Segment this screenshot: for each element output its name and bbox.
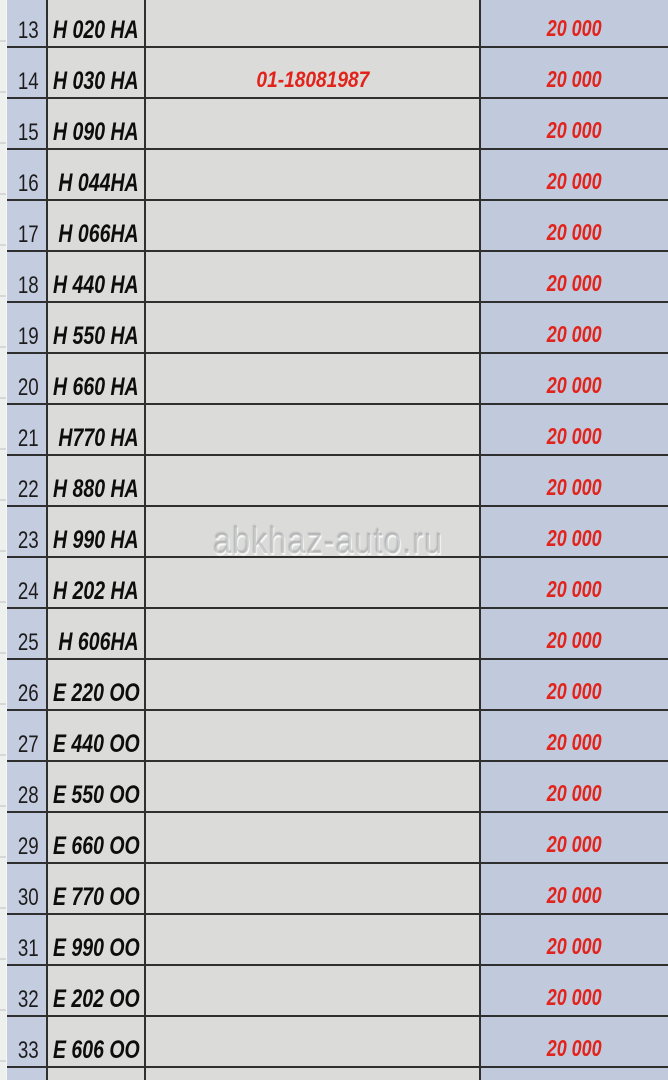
plate-number-cell[interactable]: [48, 1068, 146, 1080]
price-value: 20 000: [547, 780, 602, 806]
table-row: [7, 48, 668, 99]
row-number: 25: [18, 629, 39, 656]
table-row: [7, 150, 668, 201]
table-row: [7, 405, 668, 456]
note-cell[interactable]: [146, 660, 481, 709]
plate-number: H 202 HA: [53, 577, 139, 605]
table-row: [7, 609, 668, 660]
table-row: [7, 201, 668, 252]
table-row: [7, 711, 668, 762]
row-number: 20: [18, 374, 39, 401]
price-cell[interactable]: [481, 150, 668, 199]
row-number: 21: [18, 425, 39, 452]
row-number-cell[interactable]: [7, 507, 48, 556]
row-number: 30: [18, 884, 39, 911]
note-cell[interactable]: [146, 966, 481, 1015]
price-value: 20 000: [547, 984, 602, 1010]
row-number-cell[interactable]: [7, 354, 48, 403]
row-number: 16: [18, 170, 39, 197]
price-cell[interactable]: [481, 48, 668, 97]
row-number-cell[interactable]: [7, 609, 48, 658]
price-value: 20 000: [547, 168, 602, 194]
row-number-cell[interactable]: [7, 711, 48, 760]
note-cell[interactable]: [146, 405, 481, 454]
price-cell[interactable]: [481, 354, 668, 403]
price-cell[interactable]: [481, 915, 668, 964]
price-cell[interactable]: [481, 813, 668, 862]
plate-number: E 990 OO: [53, 934, 140, 962]
table-row: [7, 660, 668, 711]
table-row: [7, 99, 668, 150]
price-value: 20 000: [547, 882, 602, 908]
row-number: 33: [18, 1037, 39, 1064]
plate-number-cell[interactable]: [48, 252, 146, 301]
price-value: 20 000: [547, 525, 602, 551]
table-row: [7, 1068, 668, 1080]
plate-number-cell[interactable]: [48, 558, 146, 607]
note-cell[interactable]: [146, 558, 481, 607]
price-cell[interactable]: [481, 0, 668, 46]
table-row: [7, 354, 668, 405]
row-number-cell[interactable]: [7, 303, 48, 352]
price-value: 20 000: [547, 678, 602, 704]
row-number: 17: [18, 221, 39, 248]
note-cell[interactable]: [146, 201, 481, 250]
price-cell[interactable]: [481, 303, 668, 352]
row-number-cell[interactable]: [7, 864, 48, 913]
table-row: [7, 1017, 668, 1068]
row-number-cell[interactable]: [7, 966, 48, 1015]
plate-number: E 202 OO: [53, 985, 140, 1013]
price-cell[interactable]: [481, 507, 668, 556]
plate-number: E 440 OO: [53, 730, 140, 758]
row-number-cell[interactable]: [7, 558, 48, 607]
row-number: 19: [18, 323, 39, 350]
price-cell[interactable]: [481, 558, 668, 607]
row-number-cell[interactable]: [7, 813, 48, 862]
plate-number: H 990 HA: [53, 526, 139, 554]
row-number-cell[interactable]: [7, 762, 48, 811]
note-cell[interactable]: [146, 507, 481, 556]
row-number-cell[interactable]: [7, 0, 48, 46]
note-text: 01-18081987: [256, 67, 369, 92]
price-cell[interactable]: [481, 1017, 668, 1066]
plate-number: H 550 HA: [53, 322, 139, 350]
row-number-cell[interactable]: [7, 405, 48, 454]
plate-number: E 770 OO: [53, 883, 140, 911]
plate-number-cell[interactable]: [48, 201, 146, 250]
row-number: 31: [18, 935, 39, 962]
note-cell[interactable]: [146, 303, 481, 352]
price-value: 20 000: [547, 474, 602, 500]
row-number-cell[interactable]: [7, 201, 48, 250]
plate-number-cell[interactable]: [48, 711, 146, 760]
plate-number: H770 HA: [53, 424, 139, 452]
plate-number-cell[interactable]: [48, 915, 146, 964]
table-row: [7, 456, 668, 507]
row-number: 26: [18, 680, 39, 707]
plate-number-cell[interactable]: [48, 864, 146, 913]
row-number-cell[interactable]: [7, 456, 48, 505]
row-number: 23: [18, 527, 39, 554]
plate-number-cell[interactable]: [48, 456, 146, 505]
plate-number: H 440 HA: [53, 271, 139, 299]
price-cell[interactable]: [481, 456, 668, 505]
note-cell[interactable]: [146, 99, 481, 148]
plate-number-cell[interactable]: [48, 150, 146, 199]
table-row: [7, 864, 668, 915]
plate-number-cell[interactable]: [48, 405, 146, 454]
note-cell[interactable]: [146, 456, 481, 505]
plate-number-cell[interactable]: [48, 1017, 146, 1066]
price-cell[interactable]: [481, 201, 668, 250]
note-cell[interactable]: [146, 813, 481, 862]
row-number: 14: [18, 68, 39, 95]
price-value: 20 000: [547, 831, 602, 857]
row-number-cell[interactable]: [7, 99, 48, 148]
row-number-cell[interactable]: [7, 252, 48, 301]
price-value: 20 000: [547, 729, 602, 755]
note-cell[interactable]: [146, 915, 481, 964]
price-cell[interactable]: [481, 1068, 668, 1080]
price-value: 20 000: [547, 321, 602, 347]
price-cell[interactable]: [481, 660, 668, 709]
row-number-cell[interactable]: [7, 150, 48, 199]
row-number-cell[interactable]: [7, 660, 48, 709]
note-cell[interactable]: [146, 252, 481, 301]
price-value: 20 000: [547, 66, 602, 92]
table-row: [7, 813, 668, 864]
note-cell[interactable]: [146, 48, 481, 97]
price-list-table: [7, 0, 668, 1080]
table-row: [7, 966, 668, 1017]
row-number-cell[interactable]: [7, 1068, 48, 1080]
table-row: [7, 0, 668, 48]
note-cell[interactable]: [146, 711, 481, 760]
plate-number: H 606HA: [53, 628, 139, 656]
table-row: [7, 915, 668, 966]
table-row: [7, 507, 668, 558]
price-value: 20 000: [547, 1035, 602, 1061]
row-number-cell[interactable]: [7, 915, 48, 964]
price-cell[interactable]: [481, 711, 668, 760]
plate-number-cell[interactable]: [48, 99, 146, 148]
price-value: 20 000: [547, 219, 602, 245]
table-row: [7, 762, 668, 813]
row-number-cell[interactable]: [7, 1017, 48, 1066]
plate-number-cell[interactable]: [48, 48, 146, 97]
sheet-edge-strip: [0, 0, 7, 1080]
plate-number: H 090 HA: [53, 118, 139, 146]
price-cell[interactable]: [481, 99, 668, 148]
plate-number-cell[interactable]: [48, 762, 146, 811]
plate-number: H 880 HA: [53, 475, 139, 503]
row-number: 27: [18, 731, 39, 758]
note-cell[interactable]: [146, 609, 481, 658]
row-number: 32: [18, 986, 39, 1013]
row-number: 15: [18, 119, 39, 146]
note-cell[interactable]: [146, 150, 481, 199]
note-cell[interactable]: [146, 354, 481, 403]
plate-number: E 660 OO: [53, 832, 140, 860]
note-cell[interactable]: [146, 0, 481, 46]
plate-number: H 660 HA: [53, 373, 139, 401]
plate-number-cell[interactable]: [48, 660, 146, 709]
plate-number-cell[interactable]: [48, 813, 146, 862]
price-value: 20 000: [547, 423, 602, 449]
plate-number: E 606 OO: [53, 1036, 140, 1064]
note-cell[interactable]: [146, 1068, 481, 1080]
row-number: 18: [18, 272, 39, 299]
plate-number-cell[interactable]: [48, 966, 146, 1015]
price-value: 20 000: [547, 372, 602, 398]
plate-number-cell[interactable]: [48, 609, 146, 658]
plate-number: H 044HA: [53, 169, 139, 197]
table-row: [7, 303, 668, 354]
price-cell[interactable]: [481, 864, 668, 913]
row-number: 24: [18, 578, 39, 605]
row-number: 13: [18, 17, 39, 44]
price-cell[interactable]: [481, 609, 668, 658]
site-watermark: abkhaz-auto.ru: [213, 520, 444, 562]
plate-number-cell[interactable]: [48, 354, 146, 403]
price-cell[interactable]: [481, 405, 668, 454]
price-cell[interactable]: [481, 762, 668, 811]
plate-number: E 550 OO: [53, 781, 140, 809]
table-row: [7, 252, 668, 303]
price-value: 20 000: [547, 933, 602, 959]
note-cell[interactable]: [146, 864, 481, 913]
price-value: 20 000: [547, 117, 602, 143]
price-cell[interactable]: [481, 966, 668, 1015]
price-value: 20 000: [547, 15, 602, 41]
plate-number-cell[interactable]: [48, 0, 146, 46]
plate-number-cell[interactable]: [48, 303, 146, 352]
row-number: 28: [18, 782, 39, 809]
note-cell[interactable]: [146, 762, 481, 811]
table-row: [7, 558, 668, 609]
plate-number: H 066HA: [53, 220, 139, 248]
price-value: 20 000: [547, 627, 602, 653]
plate-number-cell[interactable]: [48, 507, 146, 556]
price-value: 20 000: [547, 576, 602, 602]
price-cell[interactable]: [481, 252, 668, 301]
row-number: 22: [18, 476, 39, 503]
note-cell[interactable]: [146, 1017, 481, 1066]
plate-number: E 220 OO: [53, 679, 140, 707]
plate-number: H 030 HA: [53, 67, 139, 95]
row-number-cell[interactable]: [7, 48, 48, 97]
plate-number: H 020 HA: [53, 16, 139, 44]
price-value: 20 000: [547, 270, 602, 296]
row-number: 29: [18, 833, 39, 860]
